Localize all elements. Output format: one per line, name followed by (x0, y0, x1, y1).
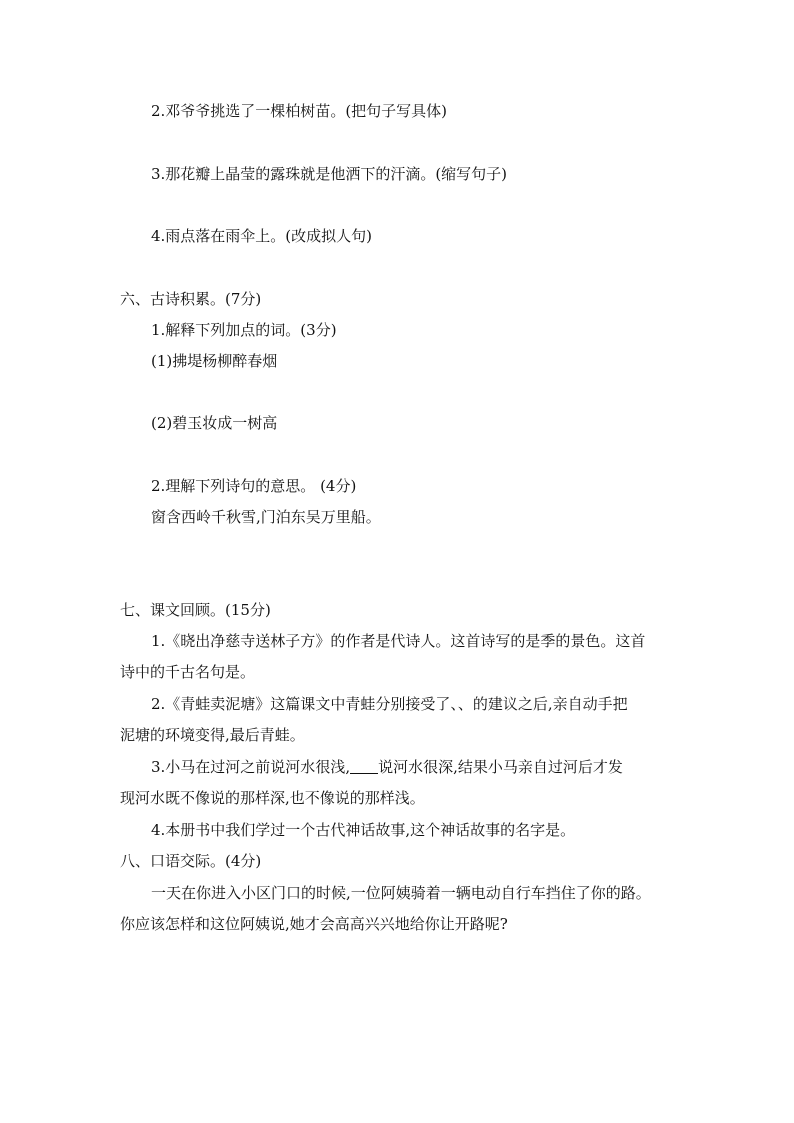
question-7-3-line1 (151, 757, 623, 777)
question-6-1: 1.解释下列加点的词。(3分) (151, 321, 337, 339)
question-7-3-part1: 3.小马在过河之前说河水很浅, (151, 758, 351, 776)
question-6-1-a: (1)拂堤杨柳醉春烟 (151, 352, 278, 370)
question-7-2-line1: 2.《青蛙卖泥塘》这篇课文中青蛙分别接受了、、的建议之后,亲自动手把 (151, 695, 628, 713)
question-7-1-line2: 诗中的千古名句是。 (120, 663, 256, 681)
question-7-3-line2: 现河水既不像说的那样深,也不像说的那样浅。 (120, 789, 425, 807)
question-7-1-line1: 1.《晓出净慈寺送林子方》的作者是代诗人。这首诗写的是季的景色。这首 (151, 632, 646, 650)
answer-blank[interactable] (350, 759, 378, 774)
section-6-heading: 六、古诗积累。(7分) (120, 290, 262, 308)
question-7-2-line2: 泥塘的环境变得,最后青蛙。 (120, 726, 305, 744)
question-6-2: 2.理解下列诗句的意思。 (4分) (151, 477, 357, 495)
section-8-paragraph-line2: 你应该怎样和这位阿姨说,她才会高高兴兴地给你让开路呢? (120, 915, 508, 933)
question-7-4: 4.本册书中我们学过一个古代神话故事,这个神话故事的名字是。 (151, 821, 576, 839)
poem-line: 窗含西岭千秋雪,门泊东吴万里船。 (151, 508, 381, 526)
section-8-paragraph-line1: 一天在你进入小区门口的时候,一位阿姨骑着一辆电动自行车挡住了你的路。 (151, 884, 651, 902)
section-7-heading: 七、课文回顾。(15分) (120, 601, 271, 619)
question-6-1-b: (2)碧玉妆成一树高 (151, 414, 278, 432)
question-5-3: 3.那花瓣上晶莹的露珠就是他洒下的汗滴。(缩写句子) (151, 165, 508, 183)
question-5-4: 4.雨点落在雨伞上。(改成拟人句) (151, 227, 373, 245)
section-8-heading: 八、口语交际。(4分) (120, 852, 262, 870)
question-7-3-part2: 说河水很深,结果小马亲自过河后才发 (378, 758, 623, 776)
question-5-2: 2.邓爷爷挑选了一棵柏树苗。(把句子写具体) (151, 102, 448, 120)
